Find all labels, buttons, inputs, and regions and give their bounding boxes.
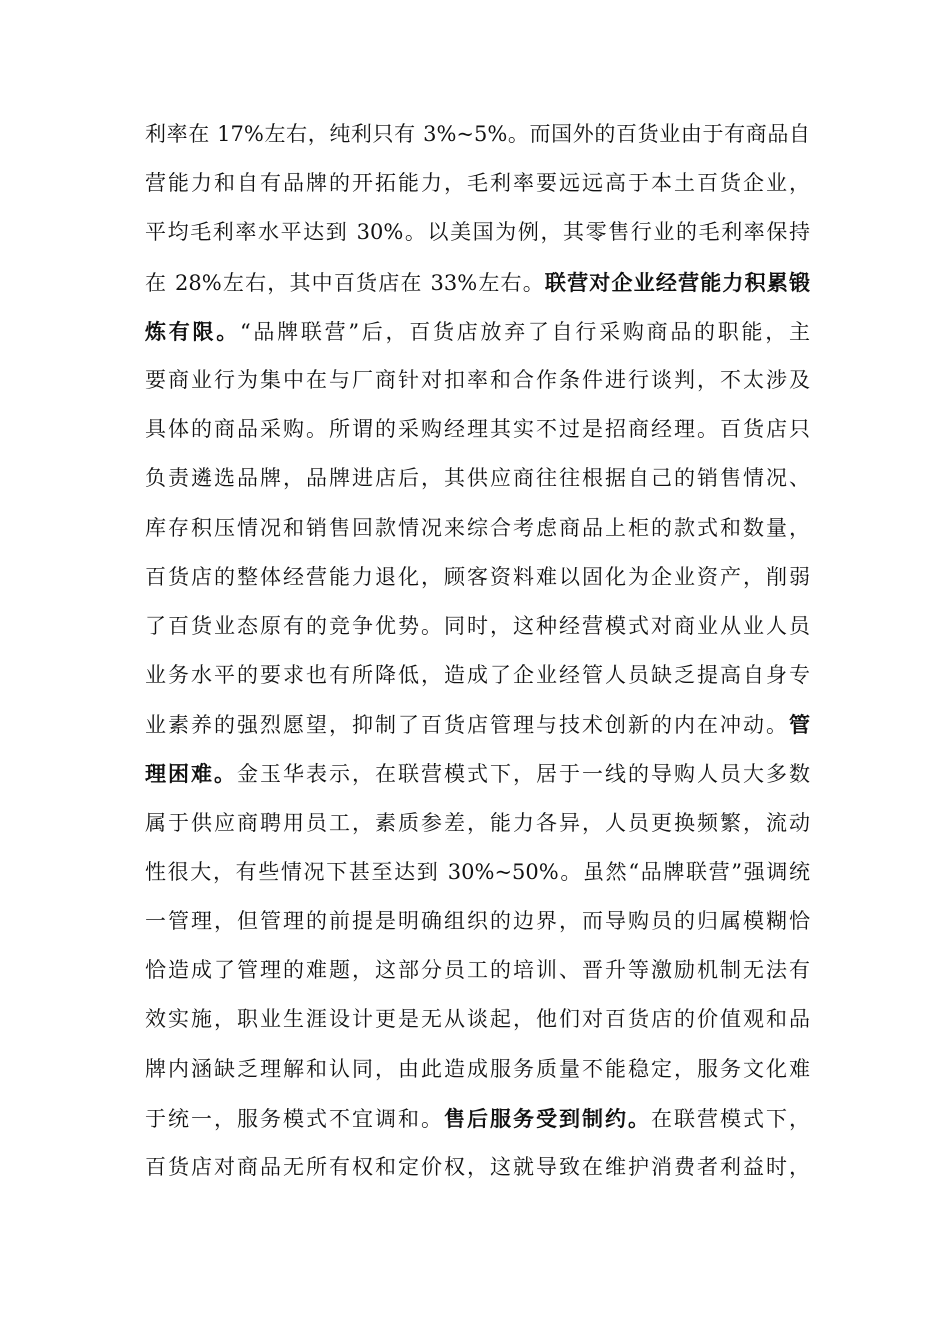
- text-segment: 利率在 17%左右，纯利只有 3%~5%。而国外的百货业由于有商品自: [145, 122, 810, 146]
- text-segment: 平均毛利率水平达到 30%。以美国为例，其零售行业的毛利率保持: [145, 220, 810, 245]
- text-segment: 业素养的强烈愿望，抑制了百货店管理与技术创新的内在冲动。: [145, 713, 789, 738]
- text-segment: 属于供应商聘用员工，素质参差，能力各异，人员更换频繁，流动: [145, 810, 810, 835]
- text-line: [145, 602, 810, 651]
- text-line: [145, 799, 810, 848]
- text-segment: “品牌联营”后，百货店放弃了自行采购商品的职能，主: [239, 319, 810, 344]
- text-line: [145, 651, 810, 700]
- text-line: [145, 307, 810, 356]
- text-segment: 库存积压情况和销售回款情况来综合考虑商品上柜的款式和数量，: [145, 515, 810, 540]
- text-segment: 营能力和自有品牌的开拓能力，毛利率要远远高于本土百货企业，: [145, 171, 810, 196]
- text-segment: 要商业行为集中在与厂商针对扣率和合作条件进行谈判，不太涉及: [145, 367, 810, 392]
- text-segment: 业务水平的要求也有所降低，造成了企业经管人员缺乏提高自身专: [145, 663, 810, 688]
- text-segment: 负责遴选品牌，品牌进店后，其供应商往往根据自己的销售情况、: [145, 466, 810, 491]
- text-segment: 于统一，服务模式不宜调和。: [145, 1106, 444, 1131]
- text-line: [145, 946, 810, 995]
- text-line: [145, 159, 810, 208]
- text-line: [145, 553, 810, 602]
- text-line: [145, 1143, 810, 1192]
- text-line: [145, 700, 810, 749]
- text-line: [145, 1045, 810, 1094]
- text-line: [145, 208, 810, 257]
- text-segment: 具体的商品采购。所谓的采购经理其实不过是招商经理。百货店只: [145, 417, 810, 442]
- text-line: [145, 454, 810, 503]
- bold-text-segment: 管: [789, 712, 810, 738]
- text-segment: 百货店对商品无所有权和定价权，这就导致在维护消费者利益时，: [145, 1154, 810, 1179]
- text-line: [145, 504, 810, 553]
- text-line: [145, 749, 810, 798]
- text-line: [145, 897, 810, 946]
- text-line: [145, 356, 810, 405]
- bold-text-segment: 炼有限。: [145, 318, 240, 344]
- bold-text-segment: 理困难。: [145, 761, 237, 787]
- text-segment: 金玉华表示，在联营模式下，居于一线的导购人员大多数: [237, 762, 810, 787]
- text-segment: 一管理，但管理的前提是明确组织的边界，而导购员的归属模糊恰: [145, 909, 810, 933]
- text-segment: 在联营模式下，: [651, 1106, 810, 1131]
- text-segment: 恰造成了管理的难题，这部分员工的培训、晋升等激励机制无法有: [145, 958, 810, 983]
- text-line: [145, 995, 810, 1044]
- text-segment: 牌内涵缺乏理解和认同，由此造成服务质量不能稳定，服务文化难: [145, 1056, 810, 1081]
- body-text: [145, 110, 810, 1192]
- bold-text-segment: 联营对企业经营能力积累锻: [544, 269, 811, 295]
- text-segment: 在 28%左右，其中百货店在 33%左右。: [145, 270, 545, 295]
- text-line: [145, 110, 810, 159]
- text-line: [145, 405, 810, 454]
- text-segment: 百货店的整体经营能力退化，顾客资料难以固化为企业资产，削弱: [145, 564, 810, 589]
- text-segment: 效实施，职业生涯设计更是无从谈起，他们对百货店的价值观和品: [145, 1007, 810, 1032]
- text-segment: 了百货业态原有的竞争优势。同时，这种经营模式对商业从业人员: [145, 613, 810, 638]
- text-line: [145, 1094, 810, 1143]
- text-segment: 性很大，有些情况下甚至达到 30%~50%。虽然“品牌联营”强调统: [145, 859, 810, 884]
- text-line: [145, 258, 810, 307]
- bold-text-segment: 售后服务受到制约。: [444, 1105, 651, 1131]
- text-line: [145, 848, 810, 897]
